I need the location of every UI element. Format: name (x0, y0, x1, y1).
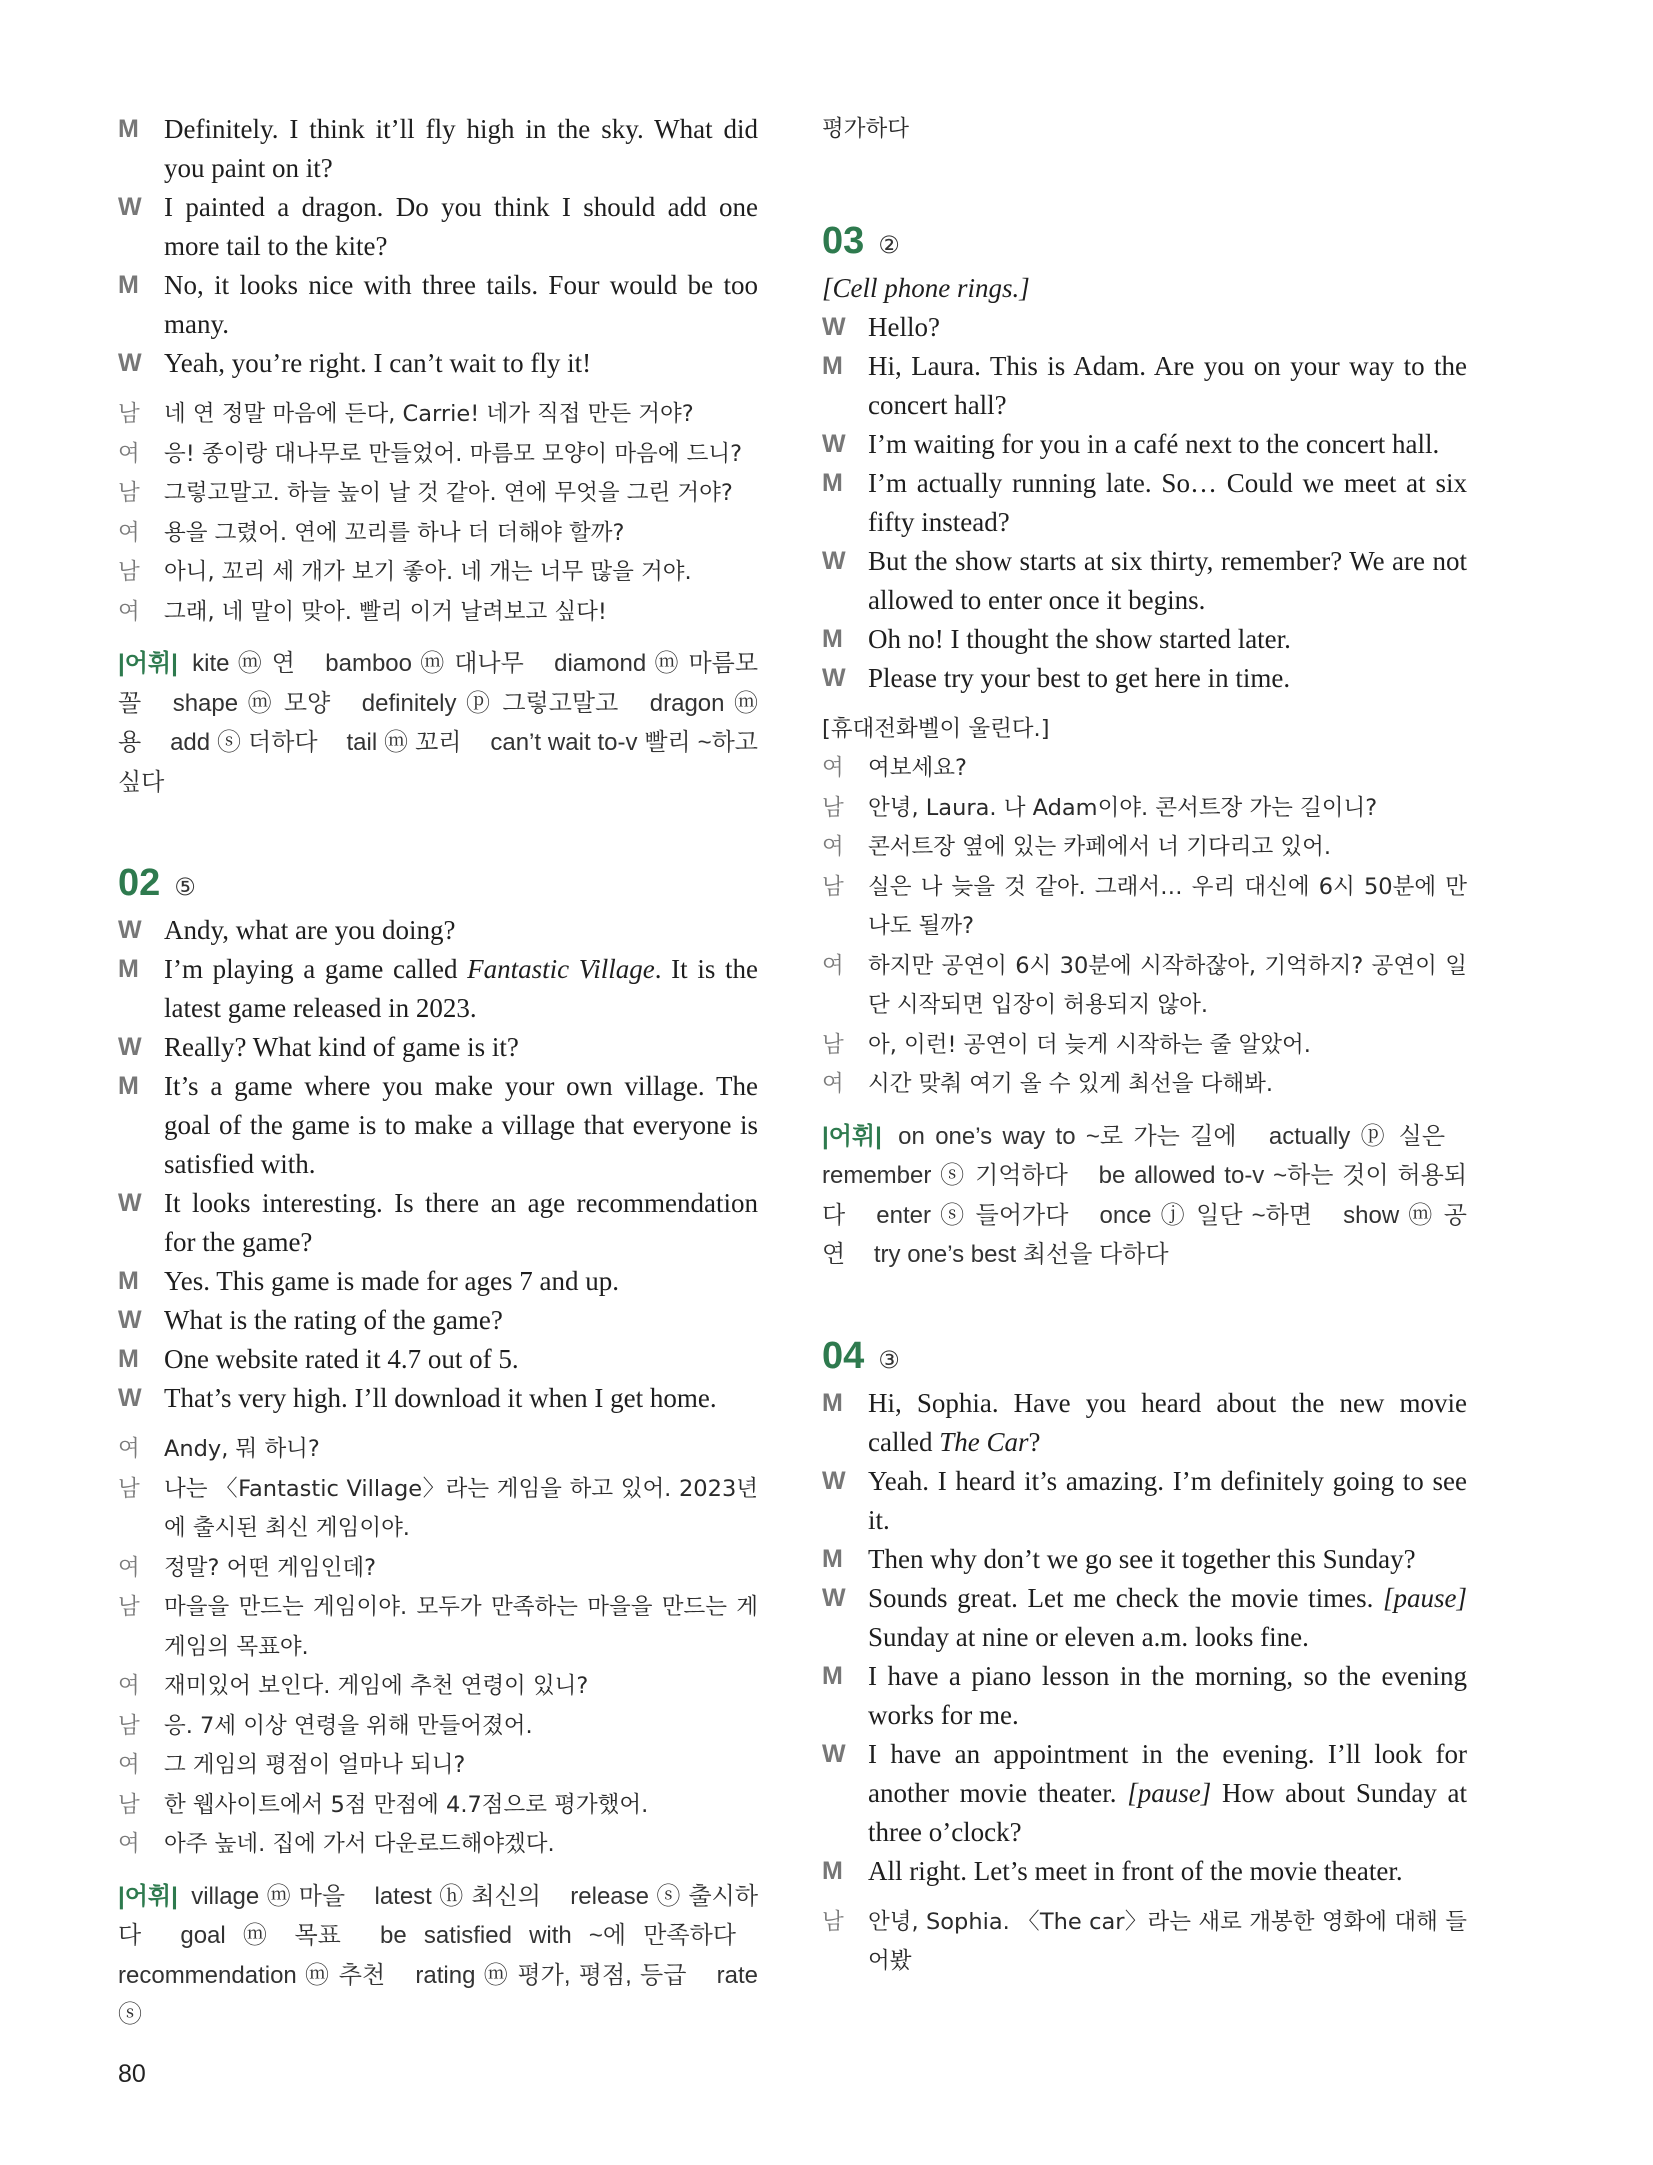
translation-line: 여 Andy, 뭐 하니? (118, 1436, 320, 1462)
dialogue-line: W I painted a dragon. Do you think I should add one more tail to the kite? (118, 192, 758, 261)
vocab-label: |어휘| (822, 1122, 882, 1150)
dialogue-line: W Andy, what are you doing? (118, 915, 456, 945)
translation-line: 남 네 연 정말 마음에 든다, Carrie! 네가 직접 만든 거야? (118, 401, 694, 427)
vocab-item: try one’s best 최선을 다하다 (873, 1241, 1169, 1268)
translation-line: 여 아주 높네. 집에 가서 다운로드해야겠다. (118, 1831, 555, 1857)
question-number: 02 (118, 862, 161, 904)
translation-04 (822, 1903, 1467, 1982)
vocab-item: release ⓢ 출시하다 (118, 1882, 759, 1949)
answer-mark: ⑤ (174, 873, 196, 901)
vocab-item: can’t wait to-v 빨리 ~하고 싶다 (118, 729, 758, 796)
vocab-item: rate ⓢ (118, 1961, 759, 2028)
dialogue-line: W It looks interesting. Is there an age recommendation for the game? (118, 1188, 758, 1257)
question-header-03 (822, 220, 1467, 263)
dialogue-line: W Sounds great. Let me check the movie times. [pause] Sunday at nine or eleven a.m. looks fine. (822, 1582, 1467, 1652)
vocab-item: enter ⓢ 들어가다 (876, 1201, 1069, 1229)
vocab-box (118, 1877, 758, 2035)
vocab-box (822, 1117, 1467, 1275)
dialogue-line: M Oh no! I thought the show started later. (822, 623, 1291, 654)
dialogue-line: W Hello? (822, 311, 940, 342)
translation-line: 남 아, 이런! 공연이 더 늦게 시작하는 줄 알았어. (822, 1031, 1311, 1058)
dialogue-line: M I’m playing a game called Fantastic Village. It is the latest game released in 2023. (118, 954, 758, 1023)
translation-line: 남 아니, 꼬리 세 개가 보기 좋아. 네 개는 너무 많을 거야. (118, 559, 692, 585)
dialogue-line: W That’s very high. I’ll download it when I get home. (118, 1383, 717, 1413)
vocab-item: remember ⓢ 기억하다 (822, 1162, 1068, 1189)
question-header-04 (822, 1335, 1467, 1378)
translation-line: 남 마을을 만드는 게임이야. 모두가 만족하는 마을을 만드는 게 게임의 목표야. (118, 1594, 758, 1660)
question-number: 04 (822, 1334, 865, 1377)
vocab-item: rating ⓜ 평가, 평점, 등급 (415, 1961, 687, 1989)
dialogue-line: M Hi, Laura. This is Adam. Are you on your way to the concert hall? (822, 350, 1467, 420)
dialogue-line: W I have an appointment in the evening. I’ll look for another movie theater. [pause] How about Sunday at three o’clock? (822, 1738, 1468, 1847)
pause-direction: [pause] (1127, 1777, 1212, 1808)
question-number: 03 (822, 219, 865, 262)
vocab-item: goal ⓜ 목표 (180, 1922, 341, 1949)
left-column (118, 110, 758, 2035)
dialogue-line: W I’m waiting for you in a café next to the concert hall. (822, 428, 1440, 459)
vocab-item: on one’s way to ~로 가는 길에 (898, 1122, 1237, 1150)
stage-direction: [Cell phone rings.] (822, 272, 1030, 303)
translation-03 (822, 749, 1467, 1105)
translation-line: 여 콘서트장 옆에 있는 카페에서 너 기다리고 있어. (822, 834, 1332, 860)
dialogue-line: W Please try your best to get here in time. (822, 662, 1291, 693)
vocab-item: latest ⓗ 최신의 (374, 1882, 541, 1910)
dialogue-line: W Yeah. I heard it’s amazing. I’m definitely going to see it. (822, 1465, 1467, 1535)
pause-direction: [pause] (1382, 1582, 1467, 1613)
vocab-item: dragon ⓜ 용 (118, 689, 758, 756)
dialogue-line: M Yes. This game is made for ages 7 and up. (118, 1266, 619, 1296)
movie-title: The Car (939, 1426, 1029, 1457)
vocab-item: be allowed to-v ~하는 것이 허용되다 (822, 1162, 1468, 1229)
stage-direction-translation: [휴대전화벨이 울린다.] (822, 715, 1050, 742)
dialogue-line: M Then why don’t we go see it together this Sunday? (822, 1543, 1416, 1574)
translation-line: 여 재미있어 보인다. 게임에 추천 연령이 있니? (118, 1673, 589, 1699)
vocab-item: tail ⓜ 꼬리 (346, 729, 462, 756)
vocab-item: actually ⓟ 실은 (1268, 1122, 1446, 1150)
vocab-label: |어휘| (118, 650, 178, 677)
dialogue-line: M Definitely. I think it’ll fly high in the sky. What did you paint on it? (118, 114, 758, 183)
vocab-item: kite ⓜ 연 (192, 650, 295, 677)
dialogue-line: M I have a piano lesson in the morning, so the evening works for me. (822, 1660, 1467, 1730)
vocab-item: show ⓜ 공연 (822, 1201, 1467, 1268)
dialogue-line: W Really? What kind of game is it? (118, 1032, 519, 1062)
vocab-item: definitely ⓟ 그렇고말고 (361, 689, 619, 717)
vocab-label: |어휘| (118, 1882, 178, 1910)
vocab-item: add ⓢ 더하다 (170, 729, 318, 756)
dialogue-line: W But the show starts at six thirty, remember? We are not allowed to enter once it begins. (822, 545, 1467, 615)
translation-line: 남 나는 〈Fantastic Village〉라는 게임을 하고 있어. 2023년에 출시된 최신 게임이야. (118, 1475, 758, 1541)
translation-line: 남 실은 나 늦을 것 같아. 그래서… 우리 대신에 6시 50분에 만나도 될까? (822, 873, 1467, 939)
dialogue-03 (822, 308, 1467, 698)
dialogue-02 (118, 911, 758, 1418)
translation-line: 남 안녕, Laura. 나 Adam이야. 콘서트장 가는 길이니? (822, 794, 1378, 821)
dialogue-line: M One website rated it 4.7 out of 5. (118, 1344, 519, 1374)
page-number: 80 (118, 2060, 146, 2088)
dialogue-04 (822, 1384, 1467, 1891)
dialogue-line: M All right. Let’s meet in front of the movie theater. (822, 1855, 1403, 1886)
translation-line: 남 안녕, Sophia. 〈The car〉라는 새로 개봉한 영화에 대해 들어봤 (822, 1908, 1467, 1974)
vocab-item: be satisfied with ~에 만족하다 (380, 1922, 736, 1949)
dialogue-line: W What is the rating of the game? (118, 1305, 503, 1335)
translation-line: 여 하지만 공연이 6시 30분에 시작하잖아, 기억하지? 공연이 일단 시작되면 입장이 허용되지 않아. (822, 952, 1467, 1018)
translation-line: 남 한 웹사이트에서 5점 만점에 4.7점으로 평가했어. (118, 1791, 649, 1818)
answer-mark: ② (878, 230, 900, 259)
translation-line: 여 시간 맞춰 여기 올 수 있게 최선을 다해봐. (822, 1071, 1273, 1097)
dialogue-line: M Hi, Sophia. Have you heard about the new movie called The Car? (822, 1387, 1467, 1457)
vocab-box (118, 644, 758, 802)
vocab-continuation: 평가하다 (822, 116, 909, 142)
vocab-item: bamboo ⓜ 대나무 (325, 650, 524, 677)
translation-line: 여 그래, 네 말이 맞아. 빨리 이거 날려보고 싶다! (118, 598, 607, 625)
translation-line: 여 응! 종이랑 대나무로 만들었어. 마름모 모양이 마음에 드니? (118, 440, 743, 467)
vocab-item: village ⓜ 마을 (191, 1882, 346, 1910)
question-header-02 (118, 862, 758, 905)
vocab-item: recommendation ⓜ 추천 (118, 1961, 386, 1989)
dialogue-line: M It’s a game where you make your own village. The goal of the game is to make a village that everyone is satisfied with. (118, 1071, 758, 1179)
intro-dialogue (118, 110, 758, 383)
dialogue-line: W Yeah, you’re right. I can’t wait to fly it! (118, 348, 592, 378)
vocab-item: once ⓙ 일단 ~하면 (1099, 1201, 1313, 1229)
right-column (822, 110, 1467, 1982)
vocab-item: diamond ⓜ 마름모꼴 (118, 650, 759, 717)
dialogue-line: M No, it looks nice with three tails. Four would be too many. (118, 270, 758, 339)
intro-translation (118, 395, 758, 632)
game-title: Fantastic Village (467, 954, 655, 984)
translation-line: 여 그 게임의 평점이 얼마나 되니? (118, 1752, 466, 1778)
vocab-item: shape ⓜ 모양 (172, 689, 331, 717)
translation-line: 여 여보세요? (822, 755, 967, 781)
translation-line: 남 응. 7세 이상 연령을 위해 만들어졌어. (118, 1712, 533, 1739)
dialogue-line: M I’m actually running late. So… Could we meet at six fifty instead? (822, 467, 1467, 537)
translation-line: 남 그렇고말고. 하늘 높이 날 것 같아. 연에 무엇을 그린 거야? (118, 480, 733, 506)
answer-mark: ③ (878, 1345, 900, 1374)
translation-02 (118, 1430, 758, 1865)
translation-line: 여 정말? 어떤 게임인데? (118, 1554, 377, 1581)
translation-line: 여 용을 그렸어. 연에 꼬리를 하나 더 더해야 할까? (118, 519, 625, 546)
